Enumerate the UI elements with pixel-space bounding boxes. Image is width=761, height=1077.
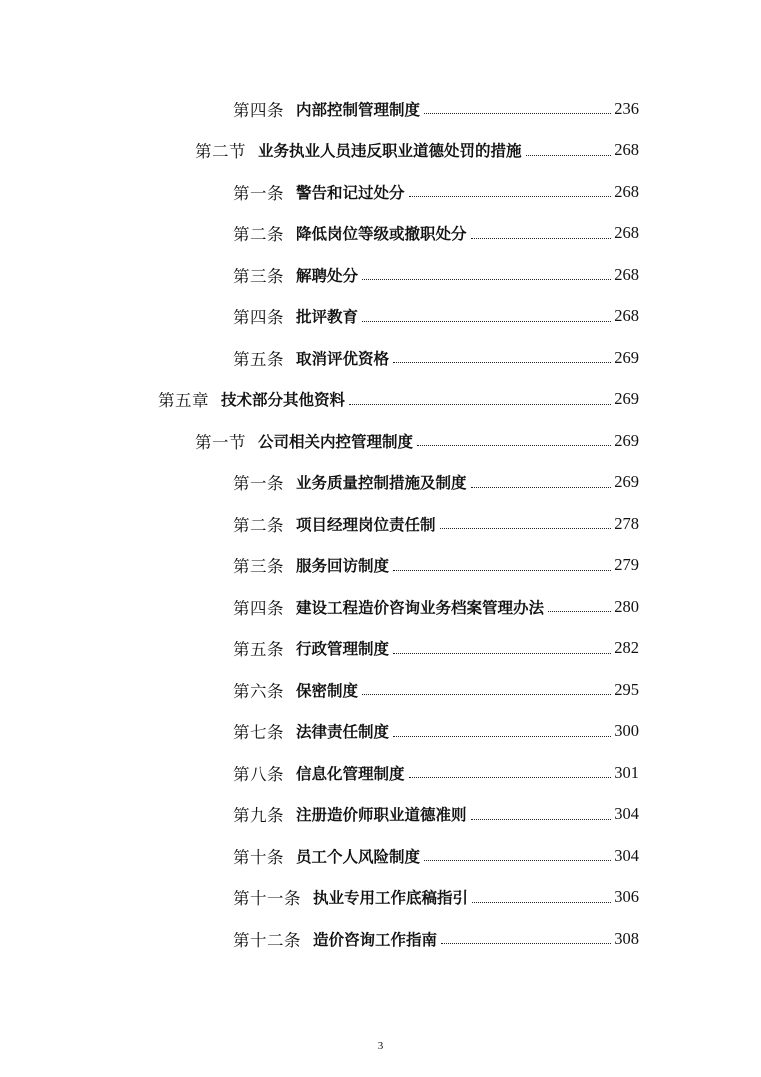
toc-entry-number: 第五条 xyxy=(233,640,284,660)
toc-entry[interactable] xyxy=(0,877,761,919)
toc-entry-title: 注册造价师职业道德准则 xyxy=(296,806,467,825)
toc-entry-number: 第一节 xyxy=(195,432,246,452)
toc-entry-page: 300 xyxy=(614,721,639,741)
toc-entry-page: 268 xyxy=(614,223,639,243)
toc-entry[interactable] xyxy=(0,130,761,172)
dot-leader xyxy=(441,943,611,944)
toc-entry-page: 268 xyxy=(614,306,639,326)
toc-entry-number: 第三条 xyxy=(233,266,284,286)
dot-leader xyxy=(362,694,611,695)
toc-entry-number: 第四条 xyxy=(233,308,284,328)
dot-leader xyxy=(471,819,612,820)
toc-entry-number: 第六条 xyxy=(233,681,284,701)
toc-entry[interactable] xyxy=(0,586,761,628)
dot-leader xyxy=(424,860,611,861)
toc-entry-page: 278 xyxy=(614,513,639,533)
toc-entry-title: 服务回访制度 xyxy=(296,557,390,576)
toc-entry-title: 降低岗位等级或撤职处分 xyxy=(296,225,467,244)
toc-entry[interactable] xyxy=(0,254,761,296)
toc-entry[interactable] xyxy=(0,213,761,255)
toc-entry-number: 第三条 xyxy=(233,557,284,577)
toc-entry-number: 第二节 xyxy=(195,142,246,162)
toc-entry-title: 执业专用工作底稿指引 xyxy=(313,889,469,908)
table-of-contents xyxy=(0,88,761,960)
toc-entry-page: 268 xyxy=(614,140,639,160)
toc-entry-number: 第四条 xyxy=(233,100,284,120)
toc-entry[interactable] xyxy=(0,752,761,794)
toc-entry[interactable] xyxy=(0,711,761,753)
toc-entry-page: 280 xyxy=(614,596,639,616)
toc-entry-title: 信息化管理制度 xyxy=(296,764,405,783)
toc-entry-page: 269 xyxy=(614,389,639,409)
dot-leader xyxy=(393,362,611,363)
dot-leader xyxy=(548,611,611,612)
dot-leader xyxy=(440,528,612,529)
dot-leader xyxy=(417,445,611,446)
toc-entry-page: 269 xyxy=(614,347,639,367)
toc-entry-page: 301 xyxy=(614,762,639,782)
dot-leader xyxy=(472,902,611,903)
toc-entry-number: 第二条 xyxy=(233,515,284,535)
dot-leader xyxy=(393,653,611,654)
dot-leader xyxy=(362,321,611,322)
dot-leader xyxy=(362,279,611,280)
toc-entry[interactable] xyxy=(0,545,761,587)
toc-entry[interactable] xyxy=(0,171,761,213)
toc-entry[interactable] xyxy=(0,420,761,462)
toc-entry-number: 第七条 xyxy=(233,723,284,743)
toc-entry-number: 第九条 xyxy=(233,806,284,826)
toc-entry[interactable] xyxy=(0,296,761,338)
toc-entry-title: 法律责任制度 xyxy=(296,723,390,742)
toc-entry[interactable] xyxy=(0,918,761,960)
toc-entry-page: 268 xyxy=(614,181,639,201)
toc-entry-title: 技术部分其他资料 xyxy=(221,391,346,410)
toc-entry-title: 保密制度 xyxy=(296,681,359,700)
toc-entry-number: 第四条 xyxy=(233,598,284,618)
toc-entry-page: 269 xyxy=(614,430,639,450)
toc-entry[interactable] xyxy=(0,379,761,421)
toc-entry[interactable] xyxy=(0,835,761,877)
toc-entry-page: 268 xyxy=(614,264,639,284)
dot-leader xyxy=(393,736,611,737)
dot-leader xyxy=(471,238,612,239)
dot-leader xyxy=(526,155,612,156)
toc-entry-title: 内部控制管理制度 xyxy=(296,100,421,119)
toc-entry[interactable] xyxy=(0,503,761,545)
toc-entry-title: 造价咨询工作指南 xyxy=(313,930,438,949)
toc-entry-page: 279 xyxy=(614,555,639,575)
toc-entry[interactable] xyxy=(0,337,761,379)
toc-entry-page: 304 xyxy=(614,845,639,865)
dot-leader xyxy=(424,113,611,114)
toc-entry-title: 业务质量控制措施及制度 xyxy=(296,474,467,493)
dot-leader xyxy=(409,777,612,778)
toc-entry[interactable] xyxy=(0,628,761,670)
toc-entry-title: 建设工程造价咨询业务档案管理办法 xyxy=(296,598,545,617)
toc-entry-title: 业务执业人员违反职业道德处罚的措施 xyxy=(258,142,522,161)
toc-entry-page: 304 xyxy=(614,804,639,824)
toc-entry-number: 第二条 xyxy=(233,225,284,245)
toc-entry-title: 员工个人风险制度 xyxy=(296,847,421,866)
page-number: 3 xyxy=(377,1040,384,1052)
toc-entry-title: 取消评优资格 xyxy=(296,349,390,368)
toc-entry-page: 306 xyxy=(614,887,639,907)
toc-entry-page: 236 xyxy=(614,98,639,118)
toc-entry-number: 第十一条 xyxy=(233,889,301,909)
toc-entry-number: 第八条 xyxy=(233,764,284,784)
toc-entry-number: 第五条 xyxy=(233,349,284,369)
toc-entry-page: 295 xyxy=(614,679,639,699)
toc-entry[interactable] xyxy=(0,794,761,836)
toc-entry-title: 警告和记过处分 xyxy=(296,183,405,202)
toc-entry-title: 项目经理岗位责任制 xyxy=(296,515,436,534)
dot-leader xyxy=(393,570,611,571)
toc-entry-number: 第一条 xyxy=(233,183,284,203)
toc-entry[interactable] xyxy=(0,669,761,711)
dot-leader xyxy=(471,487,612,488)
toc-entry-number: 第一条 xyxy=(233,474,284,494)
toc-entry-page: 282 xyxy=(614,638,639,658)
toc-entry-title: 批评教育 xyxy=(296,308,359,327)
toc-entry[interactable] xyxy=(0,462,761,504)
toc-entry-title: 解聘处分 xyxy=(296,266,359,285)
toc-entry-number: 第十二条 xyxy=(233,930,301,950)
toc-entry-page: 308 xyxy=(614,928,639,948)
toc-entry-number: 第五章 xyxy=(158,391,209,411)
toc-entry[interactable] xyxy=(0,88,761,130)
toc-entry-page: 269 xyxy=(614,472,639,492)
toc-entry-title: 公司相关内控管理制度 xyxy=(258,432,414,451)
toc-entry-number: 第十条 xyxy=(233,847,284,867)
dot-leader xyxy=(349,404,611,405)
toc-entry-title: 行政管理制度 xyxy=(296,640,390,659)
dot-leader xyxy=(409,196,612,197)
